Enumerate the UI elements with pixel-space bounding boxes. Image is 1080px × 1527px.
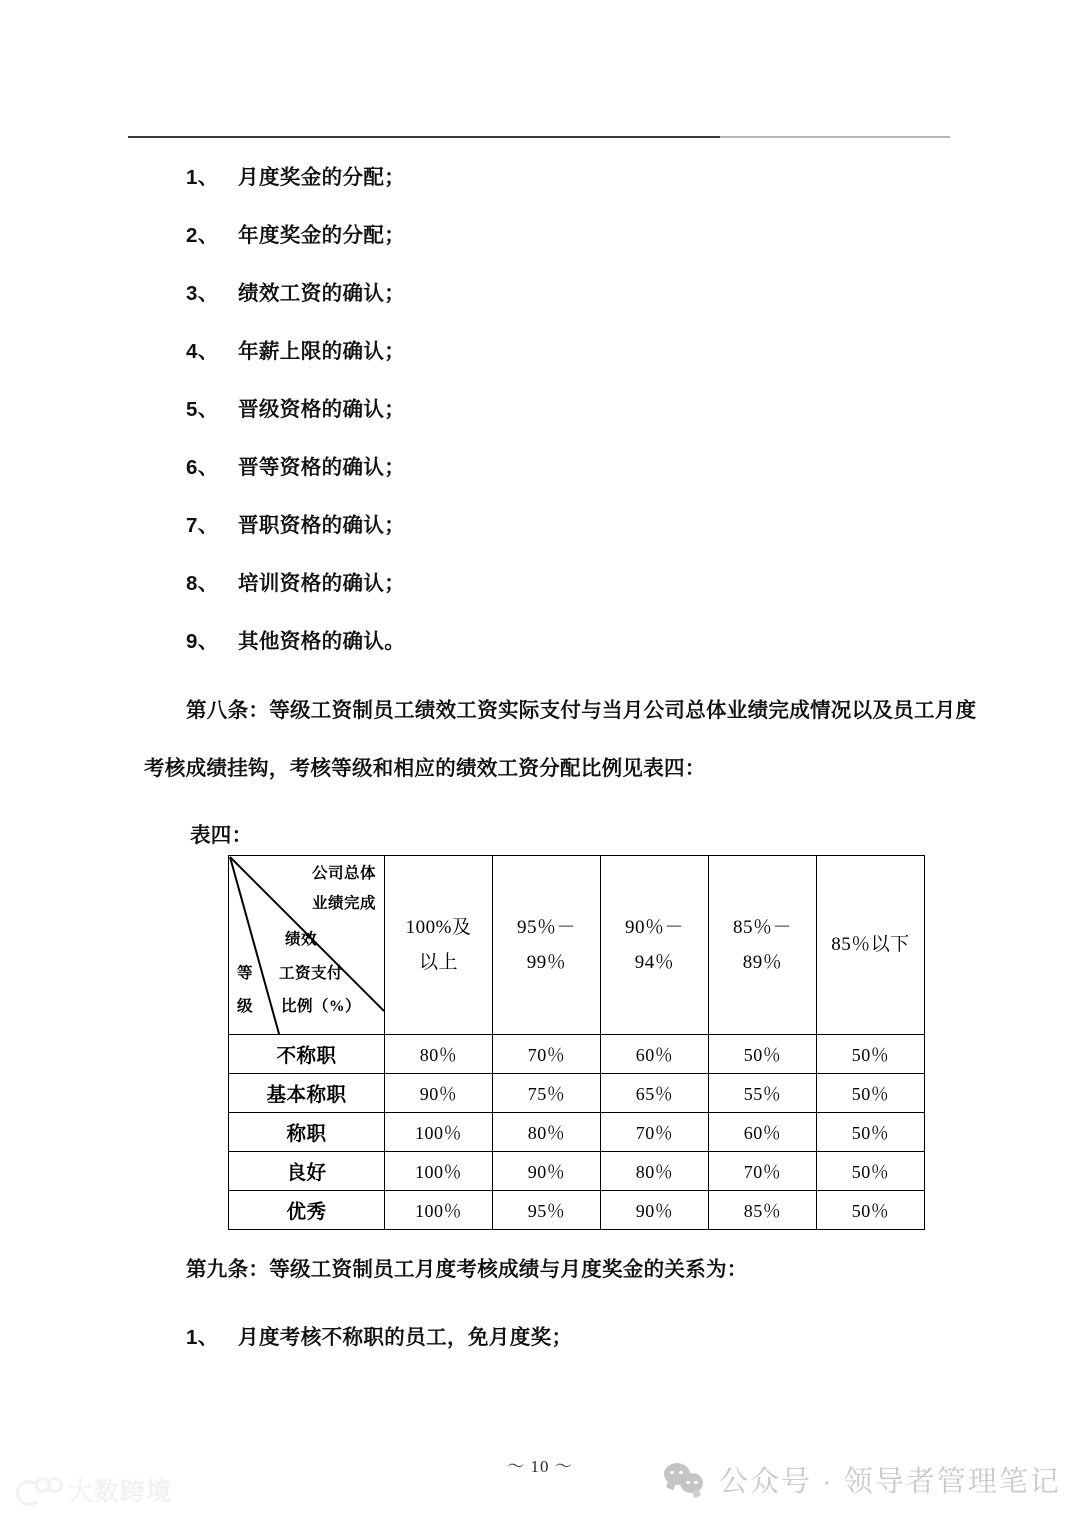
table-corner-cell (229, 856, 385, 1035)
list-item-index: 4、 (186, 340, 219, 363)
list-item-index: 3、 (186, 282, 219, 305)
list-item-index: 1、 (186, 166, 219, 189)
table-cell: 100％ (385, 1191, 493, 1230)
table-cell: 80％ (601, 1152, 709, 1191)
header-rule (128, 136, 950, 138)
column-header-line-1: 100%及 (405, 916, 472, 938)
corner-label-bottom-2: 级 (237, 998, 254, 1015)
list-item (186, 160, 946, 218)
table-cell: 50％ (817, 1113, 925, 1152)
list-item-text: 月度考核不称职的员工，免月度奖； (238, 1326, 573, 1349)
table-cell: 100％ (385, 1152, 493, 1191)
wechat-watermark (664, 1459, 1061, 1500)
table-cell: 55％ (709, 1074, 817, 1113)
corner-watermark-text: 大数跨境 (68, 1478, 173, 1506)
table-column-header (817, 856, 925, 1035)
list-item-text: 年薪上限的确认； (238, 340, 406, 363)
column-header-line-1: 95％－ (516, 916, 576, 938)
table-row (229, 1191, 925, 1230)
list-item (186, 334, 946, 392)
table-cell: 70％ (709, 1152, 817, 1191)
column-header-line-2: 99％ (526, 952, 567, 973)
table-cell: 50％ (817, 1035, 925, 1074)
list-item-text: 年度奖金的分配； (238, 224, 406, 247)
wechat-watermark-text: 公众号 · 领导者管理笔记 (719, 1466, 1061, 1498)
header-rule-dark-segment (128, 136, 720, 138)
table-row (229, 1113, 925, 1152)
list-item-index: 9、 (186, 630, 219, 653)
list-item-text: 月度奖金的分配； (238, 166, 406, 189)
table-header-row (229, 856, 925, 1035)
table-cell: 50％ (817, 1152, 925, 1191)
corner-label-top-2: 业绩完成 (311, 895, 376, 912)
list-item-text: 其他资格的确认。 (238, 630, 406, 653)
table-cell: 60％ (601, 1035, 709, 1074)
row-label: 良好 (229, 1152, 385, 1191)
table-cell: 50％ (709, 1035, 817, 1074)
header-rule-light-segment (720, 136, 950, 138)
table-column-header (709, 856, 817, 1035)
performance-salary-table (228, 855, 925, 1230)
article-9-line-1: 第九条：等级工资制员工月度考核成绩与月度奖金的关系为： (186, 1258, 748, 1281)
brand-logo-icon (16, 1477, 60, 1503)
corner-label-mid-2: 工资支付 (279, 965, 344, 982)
list-item-index: 1、 (186, 1326, 219, 1349)
table-cell: 75％ (493, 1074, 601, 1113)
table-cell: 90％ (385, 1074, 493, 1113)
table-cell: 80％ (385, 1035, 493, 1074)
list-item-text: 绩效工资的确认； (238, 282, 406, 305)
column-header-line-1: 90％－ (624, 916, 684, 938)
list-item-text: 晋级资格的确认； (238, 398, 406, 421)
table-cell: 85％ (709, 1191, 817, 1230)
list-item (186, 624, 946, 682)
table-column-header (601, 856, 709, 1035)
article-8-line-2: 考核成绩挂钩，考核等级和相应的绩效工资分配比例见表四： (144, 757, 706, 780)
list-item-index: 7、 (186, 514, 219, 537)
numbered-list-items (186, 160, 946, 682)
list-item-index: 2、 (186, 224, 219, 247)
table-row (229, 1035, 925, 1074)
list-item (186, 566, 946, 624)
list-item (186, 450, 946, 508)
numbered-list-items-secondary (186, 1320, 946, 1372)
column-header-line-2: 89％ (742, 952, 783, 973)
list-item-text: 晋职资格的确认； (238, 514, 406, 537)
table-cell: 70％ (493, 1035, 601, 1074)
column-header-line-1: 85％以下 (831, 934, 910, 956)
grade-table-container (228, 855, 925, 1230)
row-label: 不称职 (229, 1035, 385, 1074)
table-cell: 90％ (601, 1191, 709, 1230)
table-caption: 表四： (190, 824, 253, 847)
column-header-line-2: 94％ (634, 952, 675, 973)
list-item (186, 218, 946, 276)
table-column-header (385, 856, 493, 1035)
corner-label-mid-3: 比例（%） (281, 998, 362, 1015)
row-label: 优秀 (229, 1191, 385, 1230)
table-cell: 65％ (601, 1074, 709, 1113)
column-header-line-2: 以上 (418, 952, 458, 973)
table-cell: 70％ (601, 1113, 709, 1152)
row-label: 称职 (229, 1113, 385, 1152)
article-8-line-1: 第八条：等级工资制员工绩效工资实际支付与当月公司总体业绩完成情况以及员工月度 (186, 699, 977, 722)
corner-label-top-1: 公司总体 (311, 865, 376, 882)
table-cell: 60％ (709, 1113, 817, 1152)
table-cell: 100％ (385, 1113, 493, 1152)
list-item-index: 6、 (186, 456, 219, 479)
list-item (186, 1320, 946, 1372)
corner-label-bottom-1: 等 (237, 965, 254, 982)
table-row (229, 1152, 925, 1191)
corner-watermark (16, 1472, 172, 1508)
table-cell: 50％ (817, 1074, 925, 1113)
list-item-index: 8、 (186, 572, 219, 595)
table-cell: 95％ (493, 1191, 601, 1230)
row-label: 基本称职 (229, 1074, 385, 1113)
list-item-text: 晋等资格的确认； (238, 456, 406, 479)
list-item (186, 508, 946, 566)
wechat-icon (664, 1463, 708, 1497)
table-row (229, 1074, 925, 1113)
table-column-header (493, 856, 601, 1035)
list-item (186, 392, 946, 450)
table-cell: 90％ (493, 1152, 601, 1191)
table-cell: 80％ (493, 1113, 601, 1152)
list-item (186, 276, 946, 334)
column-header-line-1: 85％－ (732, 916, 792, 938)
list-item-index: 5、 (186, 398, 219, 421)
table-cell: 50％ (817, 1191, 925, 1230)
list-item-text: 培训资格的确认； (238, 572, 406, 595)
page-number: ～ 10 ～ (507, 1457, 573, 1476)
corner-label-mid-1: 绩效 (285, 931, 318, 948)
